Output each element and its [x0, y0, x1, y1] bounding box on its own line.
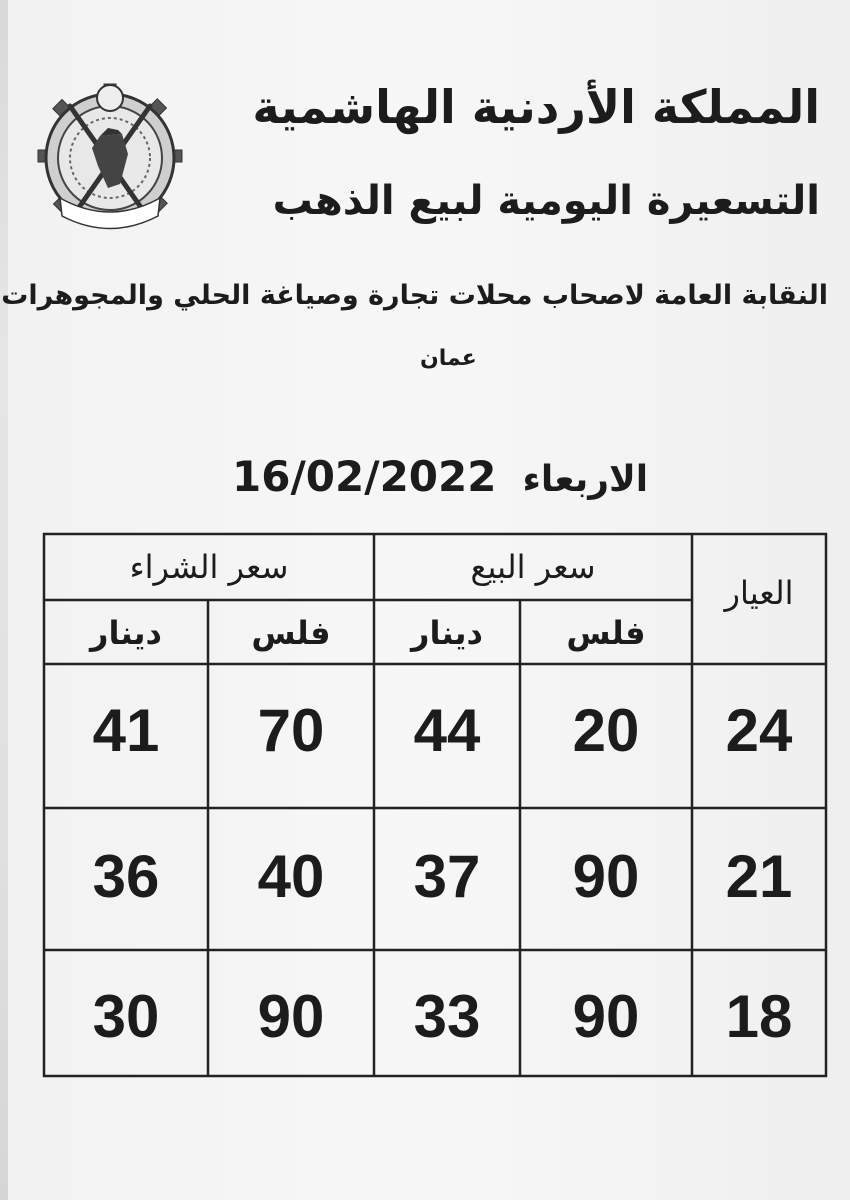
union-emblem-icon	[30, 76, 190, 236]
buy-price-header: سعر الشراء	[129, 548, 289, 586]
organization-name: النقابة العامة لاصحاب محلات تجارة وصياغة الحلي والمجوهرات	[1, 280, 828, 311]
karat-24: 24	[725, 697, 793, 764]
karat-header: العيار	[724, 574, 794, 612]
sell-dinar-21: 37	[413, 843, 481, 910]
karat-21: 21	[725, 843, 793, 910]
buy-dinar-21: 36	[92, 843, 160, 910]
sell-dinar-24: 44	[413, 697, 481, 764]
buy-fils-21: 40	[257, 843, 325, 910]
weekday: الاربعاء	[522, 459, 649, 500]
city-name: عمان	[420, 346, 477, 371]
kingdom-title: المملكة الأردنية الهاشمية	[252, 80, 820, 134]
buy-fils-24: 70	[257, 697, 325, 764]
sell-fils-header: فلس	[566, 614, 646, 652]
buy-dinar-header: دينار	[90, 614, 162, 652]
buy-dinar-24: 41	[92, 697, 160, 764]
sell-dinar-header: دينار	[411, 614, 483, 652]
buy-fils-header: فلس	[251, 614, 331, 652]
gold-price-table	[40, 530, 830, 1080]
sell-price-header: سعر البيع	[470, 548, 596, 586]
sell-fils-24: 20	[572, 697, 640, 764]
karat-18: 18	[725, 983, 793, 1050]
sell-fils-21: 90	[572, 843, 640, 910]
sell-dinar-18: 33	[413, 983, 481, 1050]
date-row	[232, 452, 648, 501]
pricing-title: التسعيرة اليومية لبيع الذهب	[272, 178, 820, 224]
buy-fils-18: 90	[257, 983, 325, 1050]
date-value: 16/02/2022	[232, 452, 497, 501]
sell-fils-18: 90	[572, 983, 640, 1050]
buy-dinar-18: 30	[92, 983, 160, 1050]
